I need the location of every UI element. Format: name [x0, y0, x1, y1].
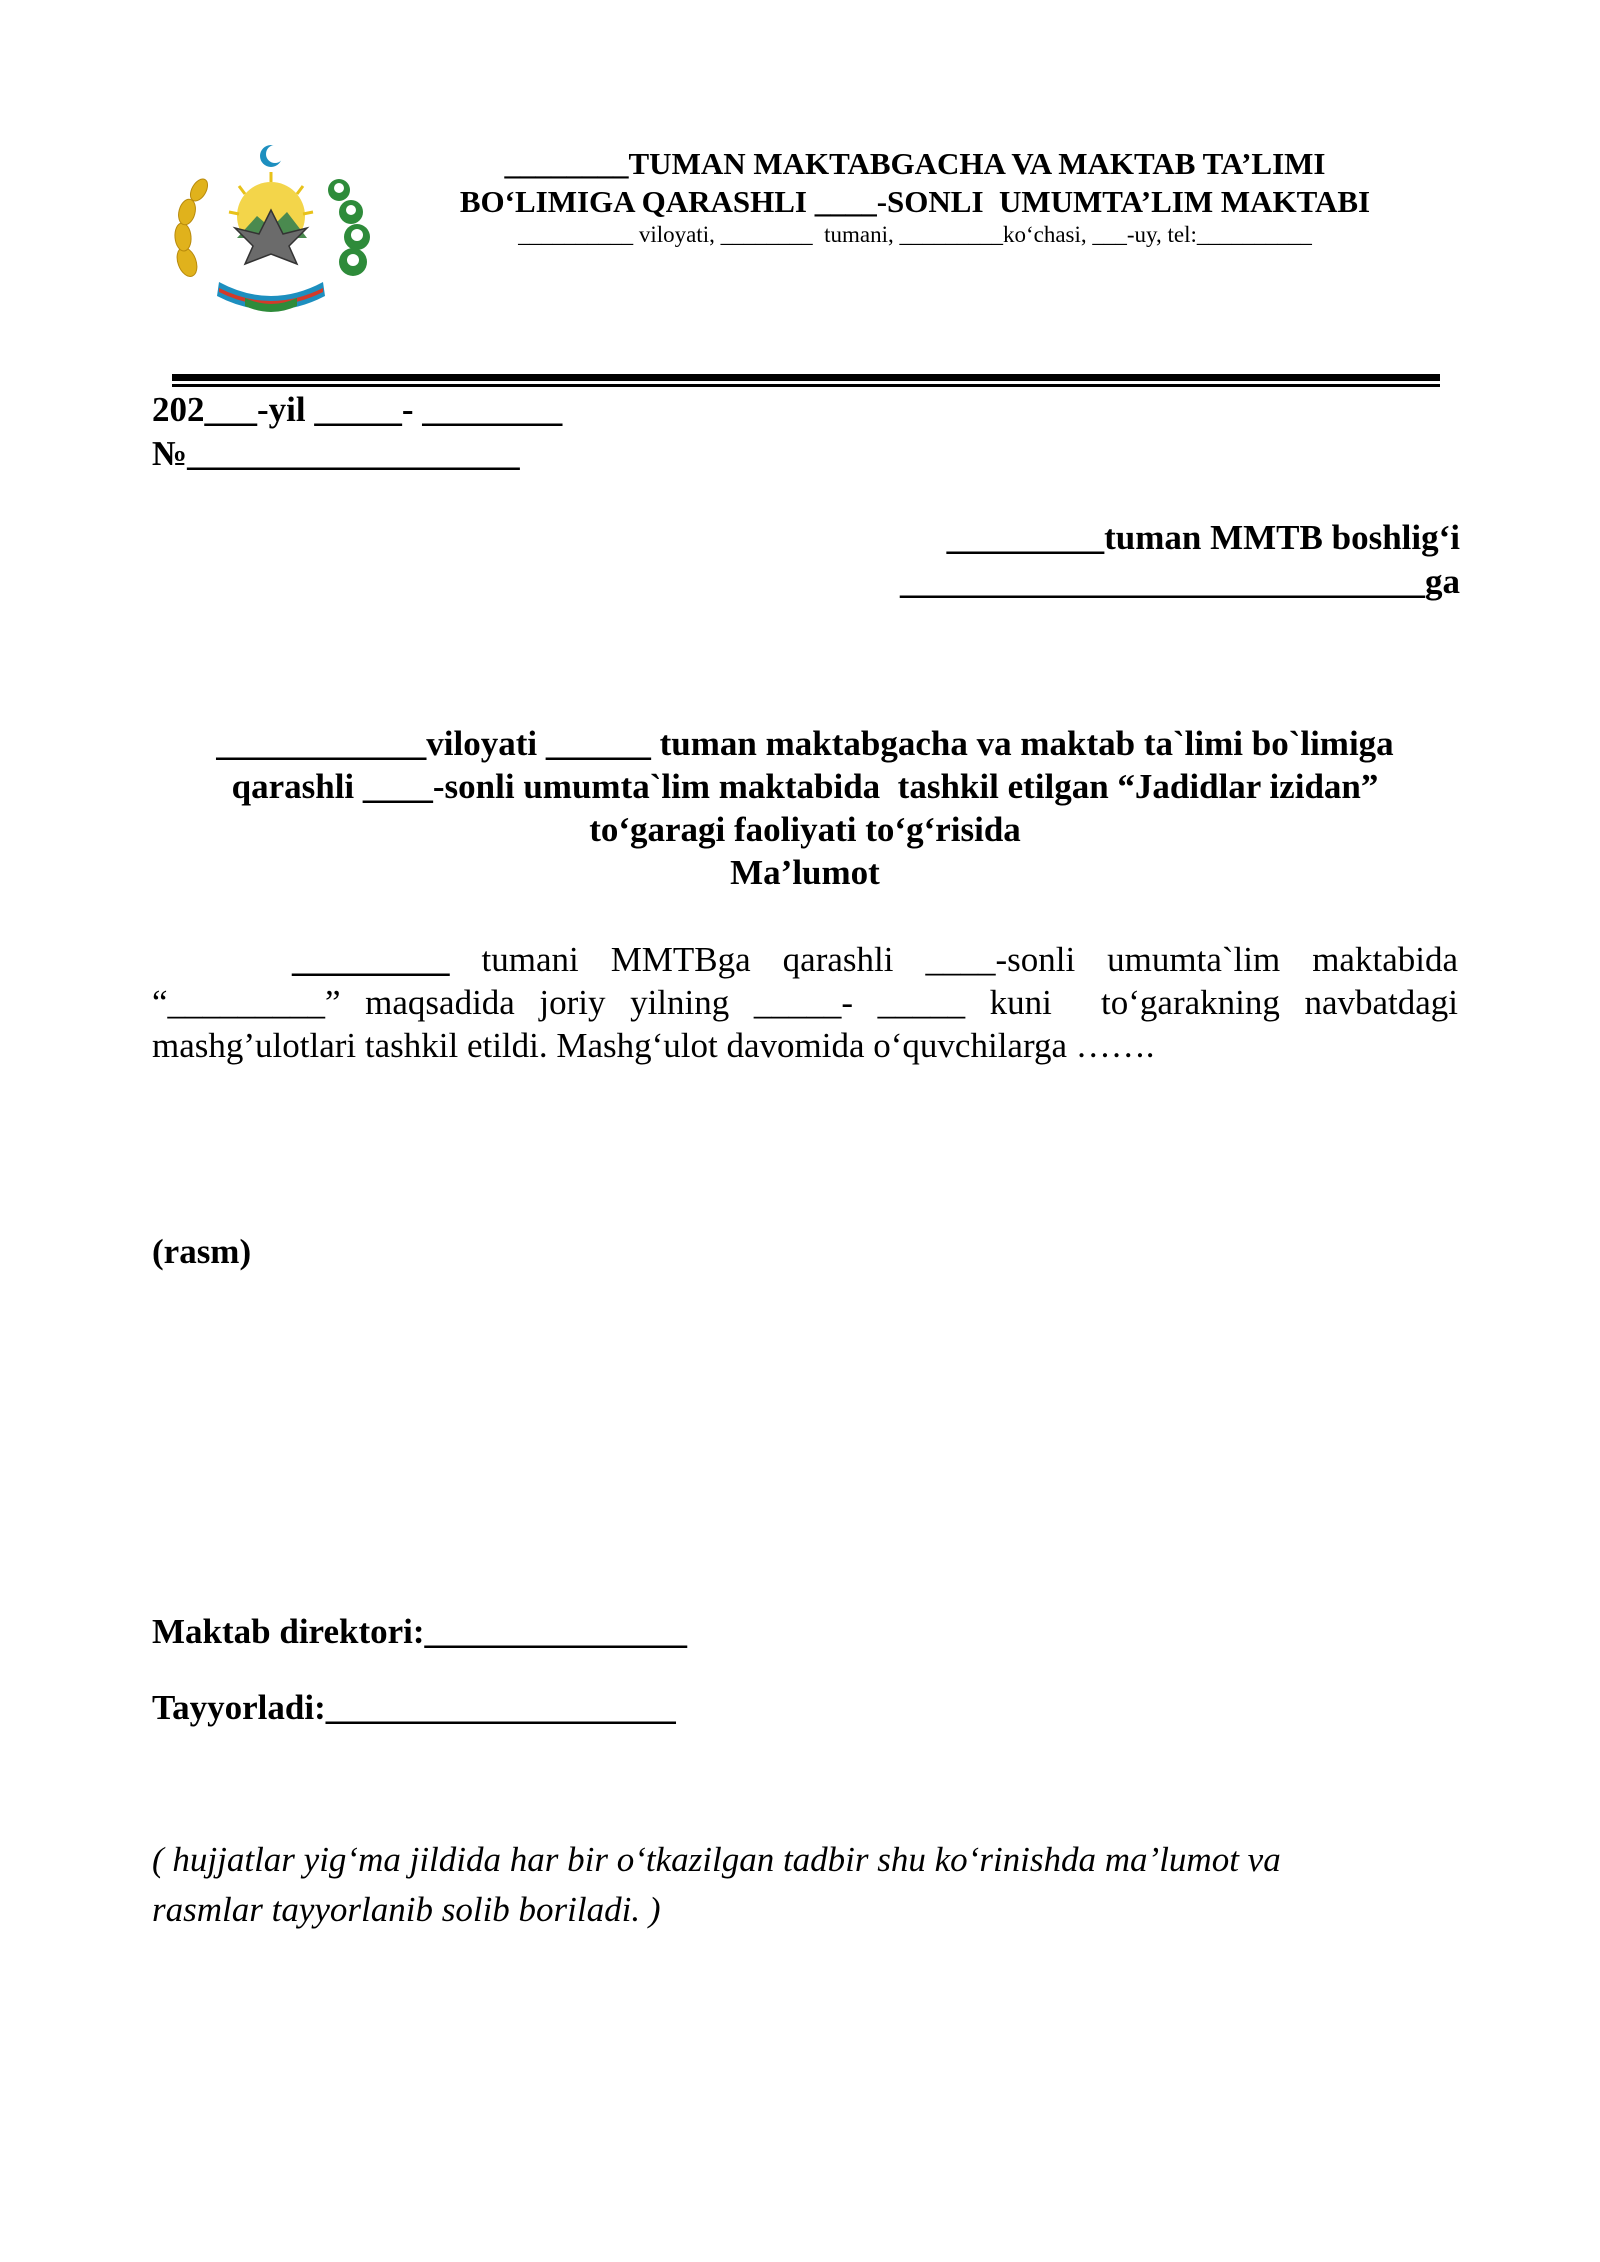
body-district-blank: _________: [292, 940, 450, 979]
header-line-2: BO‘LIMIGA QARASHLI ____-SONLI UMUMTA’LIM MAKTABI: [459, 184, 1371, 219]
registration-number-line: №___________________: [152, 434, 520, 473]
title-line-3: to‘garagi faoliyati to‘g‘risida: [589, 810, 1021, 849]
header-divider-thin: [172, 384, 1440, 387]
date-line: 202___-yil _____- ________: [152, 390, 563, 429]
body-line-3: mashg’ulotlari tashkil etildi. Mashg‘ulot davomida o‘quvchilarga …….: [152, 1026, 1155, 1065]
director-signature-line: Maktab direktori:_______________: [152, 1612, 688, 1651]
body-line-2: “_________” maqsadida joriy yilning _____- _____ kuni to‘garakning navbatdagi: [152, 983, 1458, 1022]
note-line-2: rasmlar tayyorlanib solib boriladi. ): [152, 1890, 661, 1929]
header-address-line: __________ viloyati, ________ tumani, _________ko‘chasi, ___-uy, tel:__________: [518, 222, 1312, 247]
header-line-1: ________TUMAN MAKTABGACHA VA MAKTAB TA’LIMI: [504, 146, 1326, 181]
body-line-1: [152, 940, 1458, 980]
photo-placeholder-label: (rasm): [152, 1232, 252, 1271]
prepared-by-signature-line: Tayyorladi:____________________: [152, 1688, 676, 1727]
header-divider-thick: [172, 374, 1440, 381]
document-heading: Ma’lumot: [730, 853, 880, 892]
addressee-line-1: _________tuman MMTB boshlig‘i: [946, 518, 1460, 557]
note-line-1: ( hujjatlar yig‘ma jildida har bir o‘tkazilgan tadbir shu ko‘rinishda ma’lumot va: [152, 1840, 1281, 1879]
uzbekistan-state-emblem-icon: [165, 142, 377, 320]
body-line-1-text: tumani MMTBga qarashli ____-sonli umumta`lim maktabida: [449, 940, 1458, 979]
title-line-1: ____________viloyati ______ tuman maktabgacha va maktab ta`limi bo`limiga: [216, 724, 1394, 763]
title-line-2: qarashli ____-sonli umumta`lim maktabida tashkil etilgan “Jadidlar izidan”: [231, 767, 1379, 806]
addressee-line-2: ______________________________ga: [900, 562, 1460, 601]
